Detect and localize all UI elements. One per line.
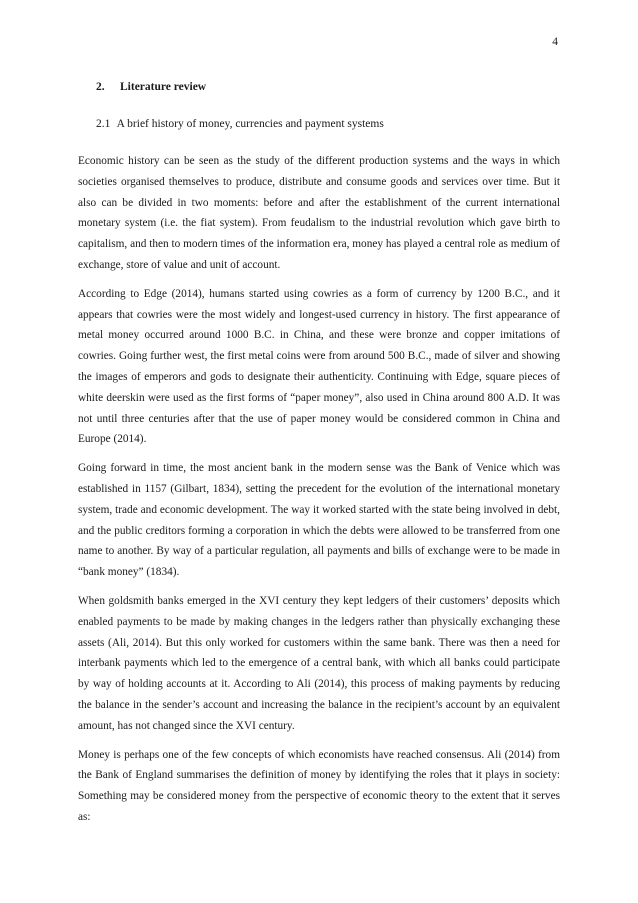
subsection-title: A brief history of money, currencies and payment systems xyxy=(116,118,384,130)
paragraph-1: Economic history can be seen as the study of the different production systems and the ways in which societies organised themselves to produce, distribute and consume goods and services over time. But it also can be divided in two moments: before and after the establishment of the current international monetary system (i.e. the fiat system). From feudalism to the industrial revolution which gave birth to capitalism, and then to modern times of the information era, money has played a central role as medium of exchange, store of value and unit of account. xyxy=(78,155,560,271)
section-number: 2. xyxy=(96,81,105,93)
section-title: Literature review xyxy=(120,81,207,93)
paragraph-2: According to Edge (2014), humans started using cowries as a form of currency by 1200 B.C., and it appears that cowries were the most widely and longest-used currency in history. The first appearance of metal money occurred around 1000 B.C. in China, and these were bronze and copper imitations of cowries. Going further west, the first metal coins were from around 500 B.C., made of silver and showing the images of emperors and gods to designate their authenticity. Continuing with Edge, square pieces of white deerskin were used as the first forms of “paper money”, also used in China around 800 A.D. It was not until three centuries after that the use of paper money would be considered common in China and Europe (2014). xyxy=(78,287,560,446)
subsection-number: 2.1 xyxy=(96,118,111,130)
paragraph-4: When goldsmith banks emerged in the XVI century they kept ledgers of their customers’ deposits which enabled payments to be made by making changes in the ledgers rather than physically exchanging these assets (Ali, 2014). But this only worked for customers within the same bank. There was then a need for interbank payments which led to the emergence of a central bank, with which all banks could participate by way of holding accounts at it. According to Ali (2014), this process of making payments by reducing the balance in the sender’s account and increasing the balance in the recipient’s account by an equivalent amount, has not changed since the XVI century. xyxy=(78,594,560,732)
subsection-heading xyxy=(96,115,560,133)
page-number: 4 xyxy=(552,36,558,48)
paragraph-5: Money is perhaps one of the few concepts of which economists have reached consensus. Ali (2014) from the Bank of England summarises the definition of money by identifying the roles that it plays in society: Something may be considered money from the perspective of economic theory to the extent that it serves as: xyxy=(78,748,560,823)
section-heading xyxy=(96,78,560,96)
page-content xyxy=(78,70,560,828)
paragraph-3: Going forward in time, the most ancient bank in the modern sense was the Bank of Venice which was established in 1157 (Gilbart, 1834), setting the precedent for the evolution of the international monetary system, trade and economic development. The way it worked started with the state being involved in debt, and the public creditors forming a corporation in which the debts were allowed to be transferred from one name to another. By way of a particular regulation, all payments and bills of exchange were to be made in “bank money” (1834). xyxy=(78,462,560,579)
